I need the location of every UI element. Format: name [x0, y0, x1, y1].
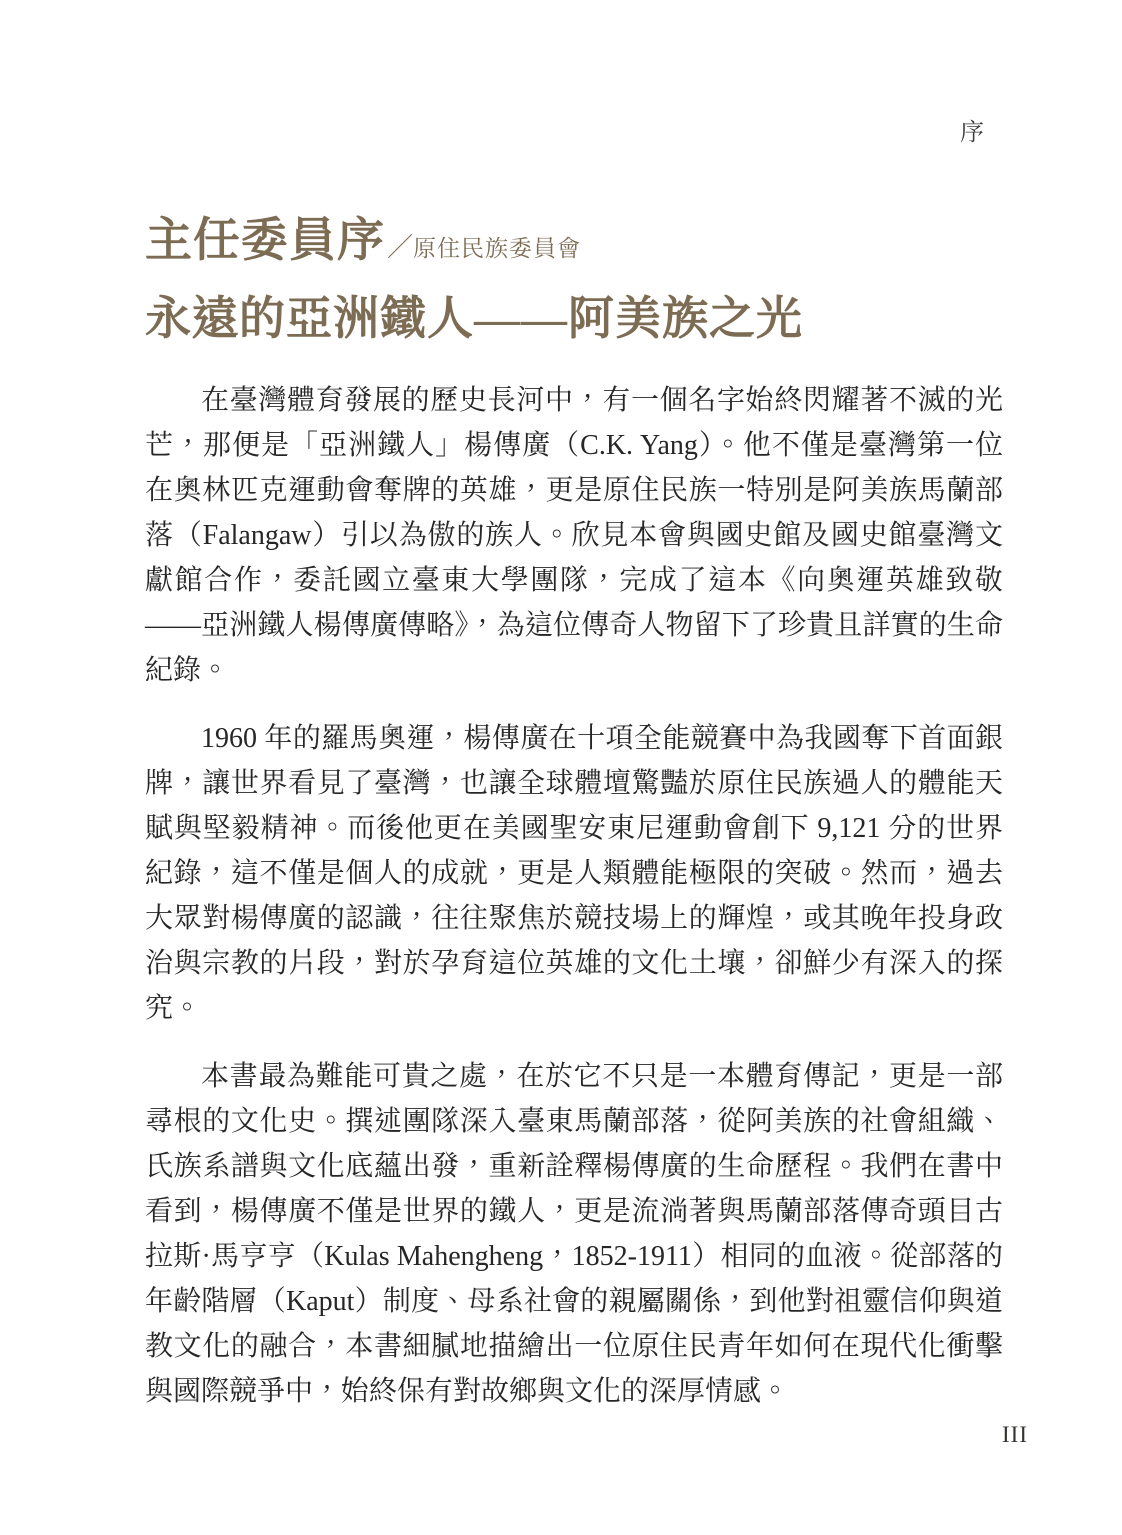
body-paragraph-2: 1960 年的羅馬奧運，楊傳廣在十項全能競賽中為我國奪下首面銀牌，讓世界看見了臺灣，也讓全球體壇驚豔於原住民族過人的體能天賦與堅毅精神。而後他更在美國聖安東尼運動會創下 9,121 分的世界紀錄，這不僅是個人的成就，更是人類體能極限的突破。然而，過去大眾對楊傳廣的認識，往往聚焦於競技場上的輝煌，或其晚年投身政治與宗教的片段，對於孕育這位英雄的文化土壤，卻鮮少有深入的探究。	[145, 723, 1003, 1024]
section-corner-label: 序	[960, 120, 985, 146]
chapter-title: 主任委員序	[145, 215, 385, 267]
body-paragraph-1: 在臺灣體育發展的歷史長河中，有一個名字始終閃耀著不滅的光芒，那便是「亞洲鐵人」楊傳廣（C.K. Yang）。他不僅是臺灣第一位在奧林匹克運動會奪牌的英雄，更是原住民族一特別是阿美族馬蘭部落（Falangaw）引以為傲的族人。欣見本會與國史館及國史館臺灣文獻館合作，委託國立臺東大學團隊，完成了這本《向奧運英雄致敬——亞洲鐵人楊傳廣傳略》，為這位傳奇人物留下了珍貴且詳實的生命紀錄。	[145, 385, 1003, 686]
title-separator-slash: ／	[387, 233, 414, 262]
body-paragraph-3: 本書最為難能可貴之處，在於它不只是一本體育傳記，更是一部尋根的文化史。撰述團隊深入臺東馬蘭部落，從阿美族的社會組織、氏族系譜與文化底蘊出發，重新詮釋楊傳廣的生命歷程。我們在書中看到，楊傳廣不僅是世界的鐵人，更是流淌著與馬蘭部落傳奇頭目古拉斯·馬亨亨（Kulas Mahengheng，1852-1911）相同的血液。從部落的年齡階層（Kaput）制度、母系社會的親屬關係，到他對祖靈信仰與道教文化的融合，本書細膩地描繪出一位原住民青年如何在現代化衝擊與國際競爭中，始終保有對故鄉與文化的深厚情感。	[145, 1061, 1003, 1407]
chapter-subtitle: 永遠的亞洲鐵人——阿美族之光	[145, 293, 803, 344]
title-line	[145, 210, 1005, 283]
page-number: III	[1002, 1422, 1028, 1447]
title-block	[145, 210, 1005, 347]
preface-body	[145, 378, 1003, 1437]
title-affiliation: 原住民族委員會	[413, 236, 582, 261]
